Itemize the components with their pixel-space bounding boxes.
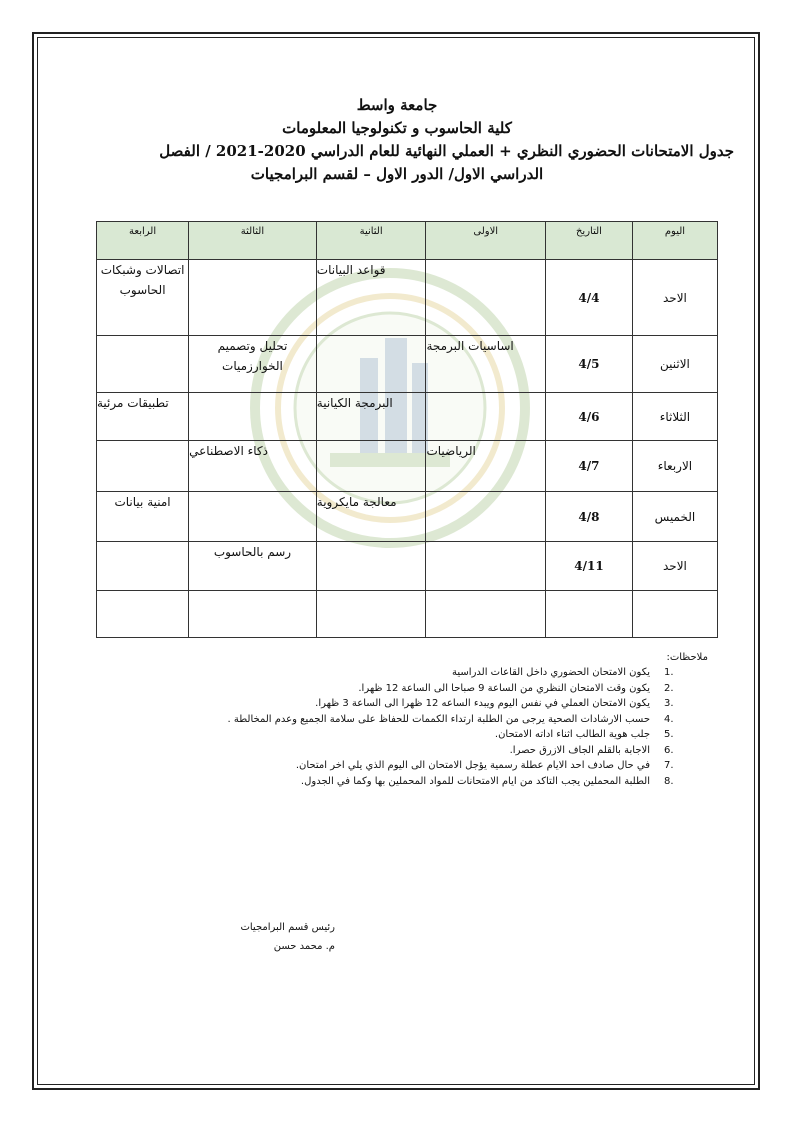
table-row <box>97 542 718 591</box>
slot-third <box>189 591 317 638</box>
slot-third <box>189 492 317 542</box>
slot-third <box>189 393 317 441</box>
slot-second <box>316 441 426 492</box>
list-item <box>68 727 708 743</box>
slot-fourth: امنية بيانات <box>97 492 189 542</box>
slot-second: البرمجة الكيانية <box>316 393 426 441</box>
note-text: يكون الامتحان الحضوري داخل القاعات الدراسية <box>452 667 650 678</box>
signatory-name: م. محمد حسن <box>273 941 335 952</box>
table-row <box>97 591 718 638</box>
slot-second: معالجة مايكروية <box>316 492 426 542</box>
note-text: حسب الارشادات الصحية يرجى من الطلبة ارتداء الكممات للحفاظ على سلامة الجميع وعدم المخالطة . <box>227 713 650 725</box>
slot-first <box>426 260 546 336</box>
schedule-title-line2: الدراسي الاول/ الدور الاول – لقسم البرامجيات <box>250 165 544 183</box>
header-second: الثانية <box>316 222 426 260</box>
note-number: 5. <box>664 729 674 740</box>
note-text: الطلبة المحملين يجب التاكد من ايام الامتحانات للمواد المحملين بها وكما في الجدول. <box>300 775 650 787</box>
slot-fourth: تطبيقات مرئية <box>97 393 189 441</box>
slot-second <box>316 542 426 591</box>
document-header <box>60 94 734 186</box>
note-number: 2. <box>664 682 674 694</box>
slot-fourth <box>97 336 189 393</box>
slot-second <box>316 336 426 393</box>
day-cell: الاثنين <box>632 336 717 393</box>
date-cell: 4/5 <box>546 336 633 393</box>
date-cell: 4/8 <box>546 492 633 542</box>
slot-fourth <box>97 441 189 492</box>
signature-block <box>215 918 335 956</box>
list-item <box>68 681 708 697</box>
list-item <box>68 743 708 759</box>
day-cell: الخميس <box>632 492 717 542</box>
table-row <box>97 441 718 492</box>
table-row <box>97 393 718 441</box>
slot-second <box>316 591 426 638</box>
table-header-row <box>97 222 718 260</box>
slot-first <box>426 542 546 591</box>
date-cell: 4/11 <box>546 542 633 591</box>
slot-third: ذكاء الاصطناعي <box>189 441 317 492</box>
note-text: في حال صادف احد الايام عطلة رسمية يؤجل الامتحان الى اليوم الذي يلي اخر امتحان. <box>295 760 650 771</box>
date-cell: 4/6 <box>546 393 633 441</box>
slot-first <box>426 591 546 638</box>
date-cell: 4/4 <box>546 260 633 336</box>
slot-third <box>189 260 317 336</box>
note-number: 4. <box>664 713 674 725</box>
slot-second: قواعد البيانات <box>316 260 426 336</box>
note-text: الاجابة بالقلم الجاف الازرق حصرا. <box>509 744 650 756</box>
list-item <box>68 665 708 681</box>
table-row <box>97 260 718 336</box>
slot-first <box>426 492 546 542</box>
day-cell: الاحد <box>632 542 717 591</box>
table-row <box>97 492 718 542</box>
note-number: 1. <box>664 667 674 678</box>
list-item <box>68 712 708 728</box>
note-text: يكون وقت الامتحان النظري من الساعة 9 صباحا الى الساعة 12 ظهرا. <box>358 682 650 694</box>
slot-third: رسم بالحاسوب <box>189 542 317 591</box>
notes-title: ملاحظات: <box>666 652 708 663</box>
note-text: يكون الامتحان العملي في نفس اليوم ويبدء الساعه 12 ظهرا الى الساعة 3 ظهرا. <box>315 698 650 709</box>
day-cell <box>632 591 717 638</box>
notes-section <box>68 652 708 789</box>
note-number: 8. <box>664 775 674 787</box>
note-text: جلب هوية الطالب اثناء اداته الامتحان. <box>494 729 650 740</box>
list-item <box>68 696 708 712</box>
header-fourth: الرابعة <box>97 222 189 260</box>
exam-schedule-table <box>96 221 718 638</box>
list-item <box>68 774 708 790</box>
slot-first: اساسيات البرمجة <box>426 336 546 393</box>
header-first: الاولى <box>426 222 546 260</box>
day-cell: الاحد <box>632 260 717 336</box>
date-cell <box>546 591 633 638</box>
slot-first <box>426 393 546 441</box>
notes-list <box>68 665 708 789</box>
signatory-role: رئيس قسم البرامجيات <box>240 922 335 933</box>
slot-third: تحليل وتصميم الخوارزميات <box>189 336 317 393</box>
college-name: كلية الحاسوب و تكنولوجيا المعلومات <box>282 119 512 137</box>
header-third: الثالثة <box>189 222 317 260</box>
note-number: 6. <box>664 744 674 756</box>
slot-fourth: اتصالات وشبكات الحاسوب <box>97 260 189 336</box>
schedule-title-line1: جدول الامتحانات الحضوري النظري + العملي النهائية للعام الدراسي 2020-2021 / الفصل <box>159 142 734 160</box>
header-day: اليوم <box>632 222 717 260</box>
slot-first: الرياضيات <box>426 441 546 492</box>
note-number: 7. <box>664 760 674 771</box>
slot-fourth <box>97 542 189 591</box>
table-row <box>97 336 718 393</box>
day-cell: الثلاثاء <box>632 393 717 441</box>
slot-fourth <box>97 591 189 638</box>
university-name: جامعة واسط <box>356 96 438 114</box>
list-item <box>68 758 708 774</box>
header-date: التاريخ <box>546 222 633 260</box>
note-number: 3. <box>664 698 674 709</box>
day-cell: الاربعاء <box>632 441 717 492</box>
date-cell: 4/7 <box>546 441 633 492</box>
